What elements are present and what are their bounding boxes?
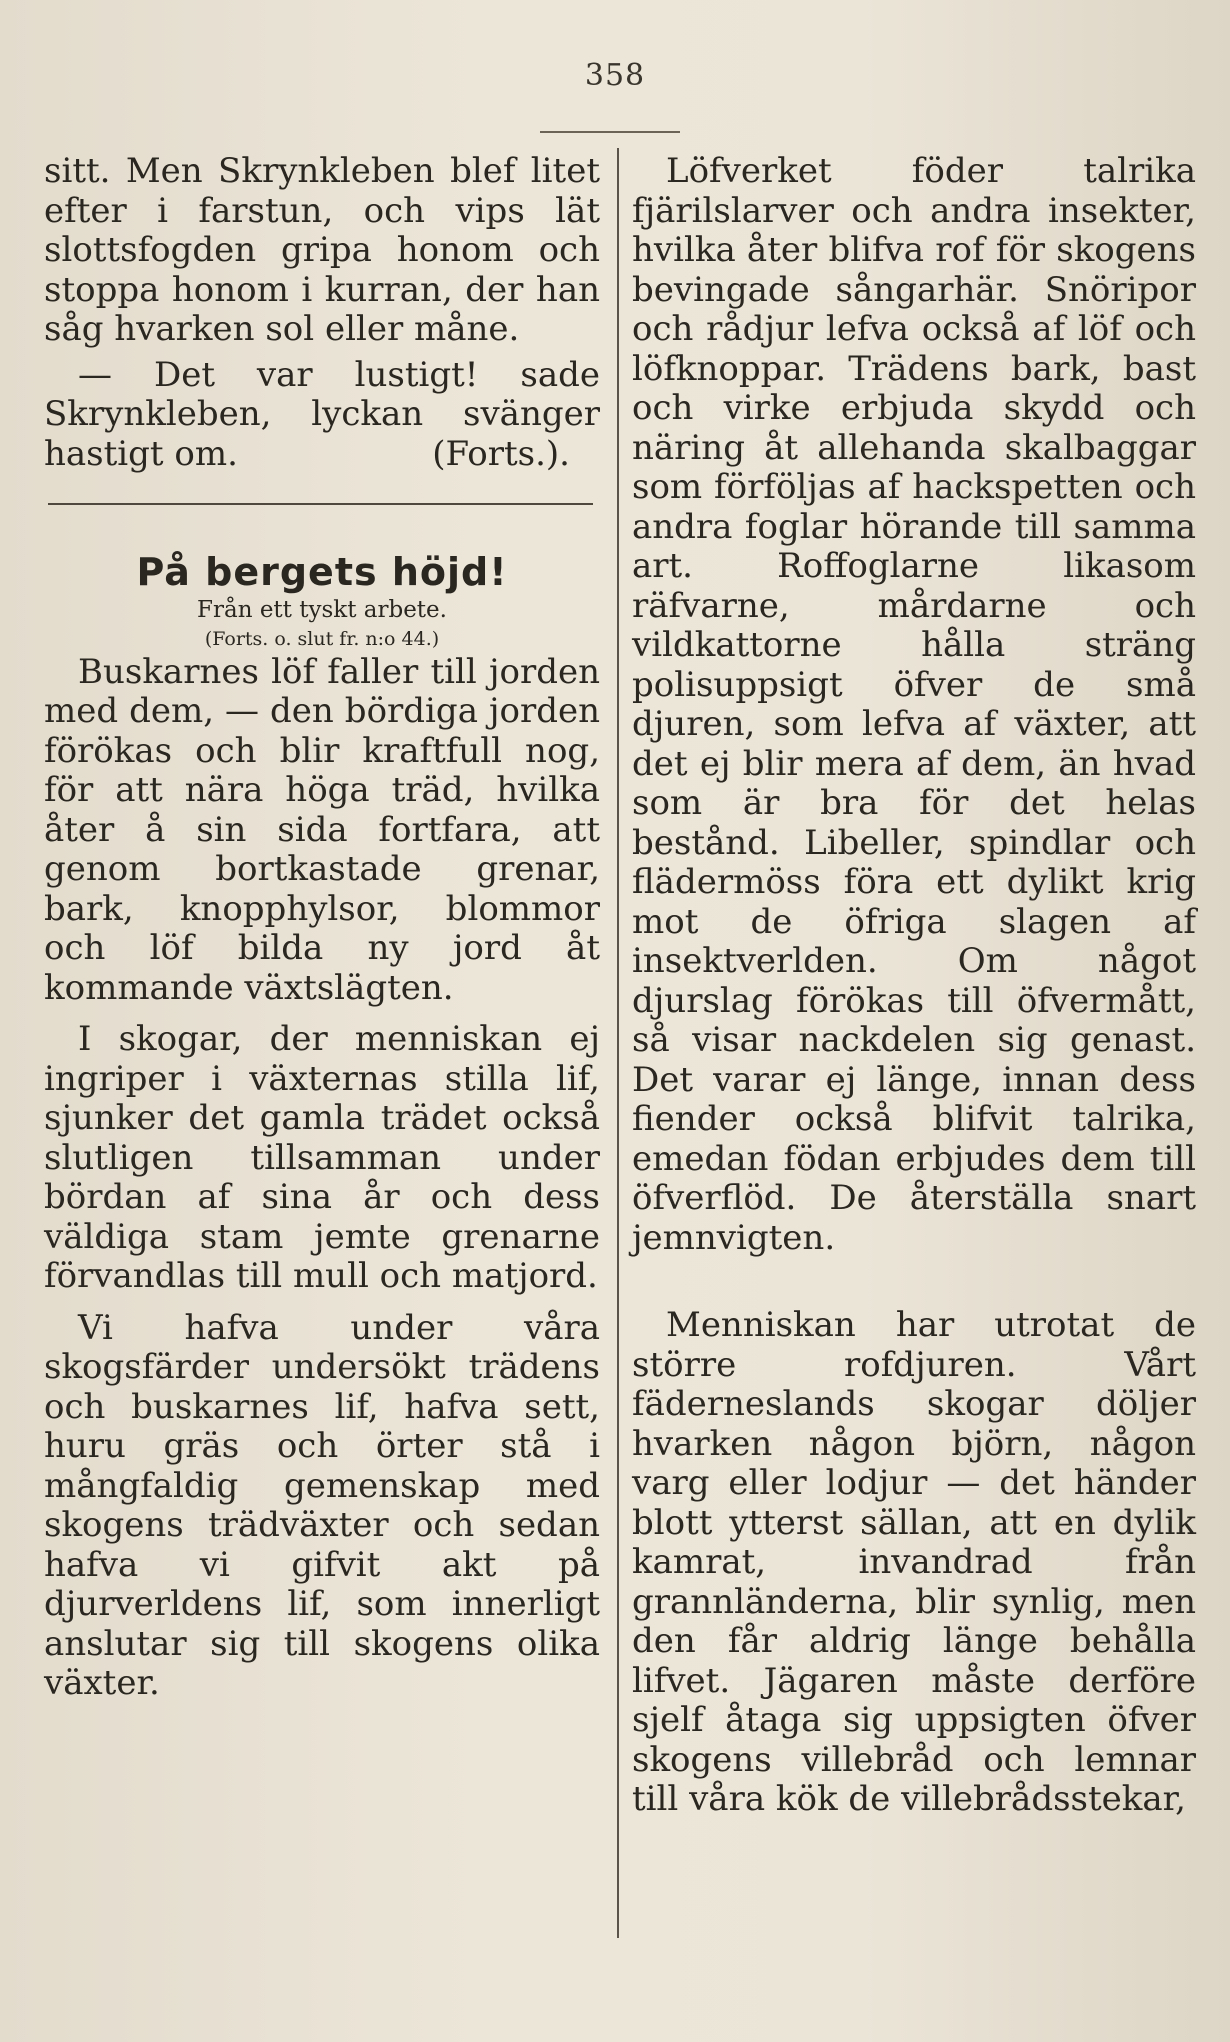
section-separator [48,503,593,505]
article-paragraph: Vi hafva under våra skogsfärder undersökt trädens och buskarnes lif, hafva sett, huru gräs och örter stå i mångfaldig gemenskap med skogens trädväxter och sedan hafva vi gifvit akt på djurverldens lif, som innerligt anslutar sig till skogens olika växter. [44,1307,600,1703]
article-paragraph: Menniskan har utrotat de större rofdjuren. Vårt fäderneslands skogar döljer hvarken någon björn, någon varg eller lodjur — det händer blott ytterst sällan, att en dylik kamrat, invandrad från grannländerna, blir synlig, men den får aldrig länge behålla lifvet. Jägaren måste derföre sjelf åtaga sig uppsigten öfver skogens villebråd och lemnar till våra kök de villebrådsstekar, [632,1305,1196,1819]
story-continuation: sitt. Men Skrynkleben blef litet efter i farstun, och vips lät slottsfogden gripa honom och stoppa honom i kurran, der han såg hvarken sol eller måne. [44,151,600,349]
header-rule [540,131,680,133]
page-number: 358 [584,58,646,93]
article-paragraph: Buskarnes löf faller till jorden med dem, — den bördiga jorden förökas och blir kraftfull nog, för att nära höga träd, hvilka åter å sin sida fortfara, att genom bortkastade grenar, bark, knopphylsor, blommor och löf bilda ny jord åt kommande växtslägten. [44,651,600,1008]
article-title: På bergets höjd! [136,549,508,594]
article-paragraph: I skogar, der menniskan ej ingriper i växternas stilla lif, sjunker det gamla trädet också slutligen tillsamman under bördan af sina år och dess väldiga stam jemte grenarne förvandlas till mull och matjord. [44,1019,600,1296]
article-subtitle: Från ett tyskt arbete. [197,596,447,623]
story-dialogue: — Det var lustigt! sade Skrynkleben, lyckan svänger hastigt om. [44,354,600,474]
right-column [632,152,1196,1820]
article-paragraph: Löfverket föder talrika fjärilslarver och andra insekter, hvilka åter blifva rof för skogens bevingade sångarhär. Snöripor och rådjur lefva också af löf och löfknoppar. Trädens bark, bast och virke erbjuda skydd och näring åt allehanda skalbaggar som förföljas af hackspetten och andra foglar hörande till samma art. Roffoglarne likasom räfvarne, mårdarne och vildkattorne hålla sträng polisuppsigt öfver de små djuren, som lefva af växter, att det ej blir mera af dem, än hvad som är bra för det helas bestånd. Libeller, spindlar och flädermöss föra ett dylikt krig mot de öfriga slagen af insektverlden. Om något djurslag förökas till öfvermått, så visar nackdelen sig genast. Det varar ej länge, innan dess fiender också blifvit talrika, emedan födan erbjudes dem till öfverflöd. De återställa snart jemnvigten. [632,151,1196,1258]
forts-marker: (Forts.). [432,434,570,474]
left-column [44,152,600,1704]
article-continuation-note: (Forts. o. slut fr. n:o 44.) [204,627,440,650]
column-divider [617,148,619,1938]
